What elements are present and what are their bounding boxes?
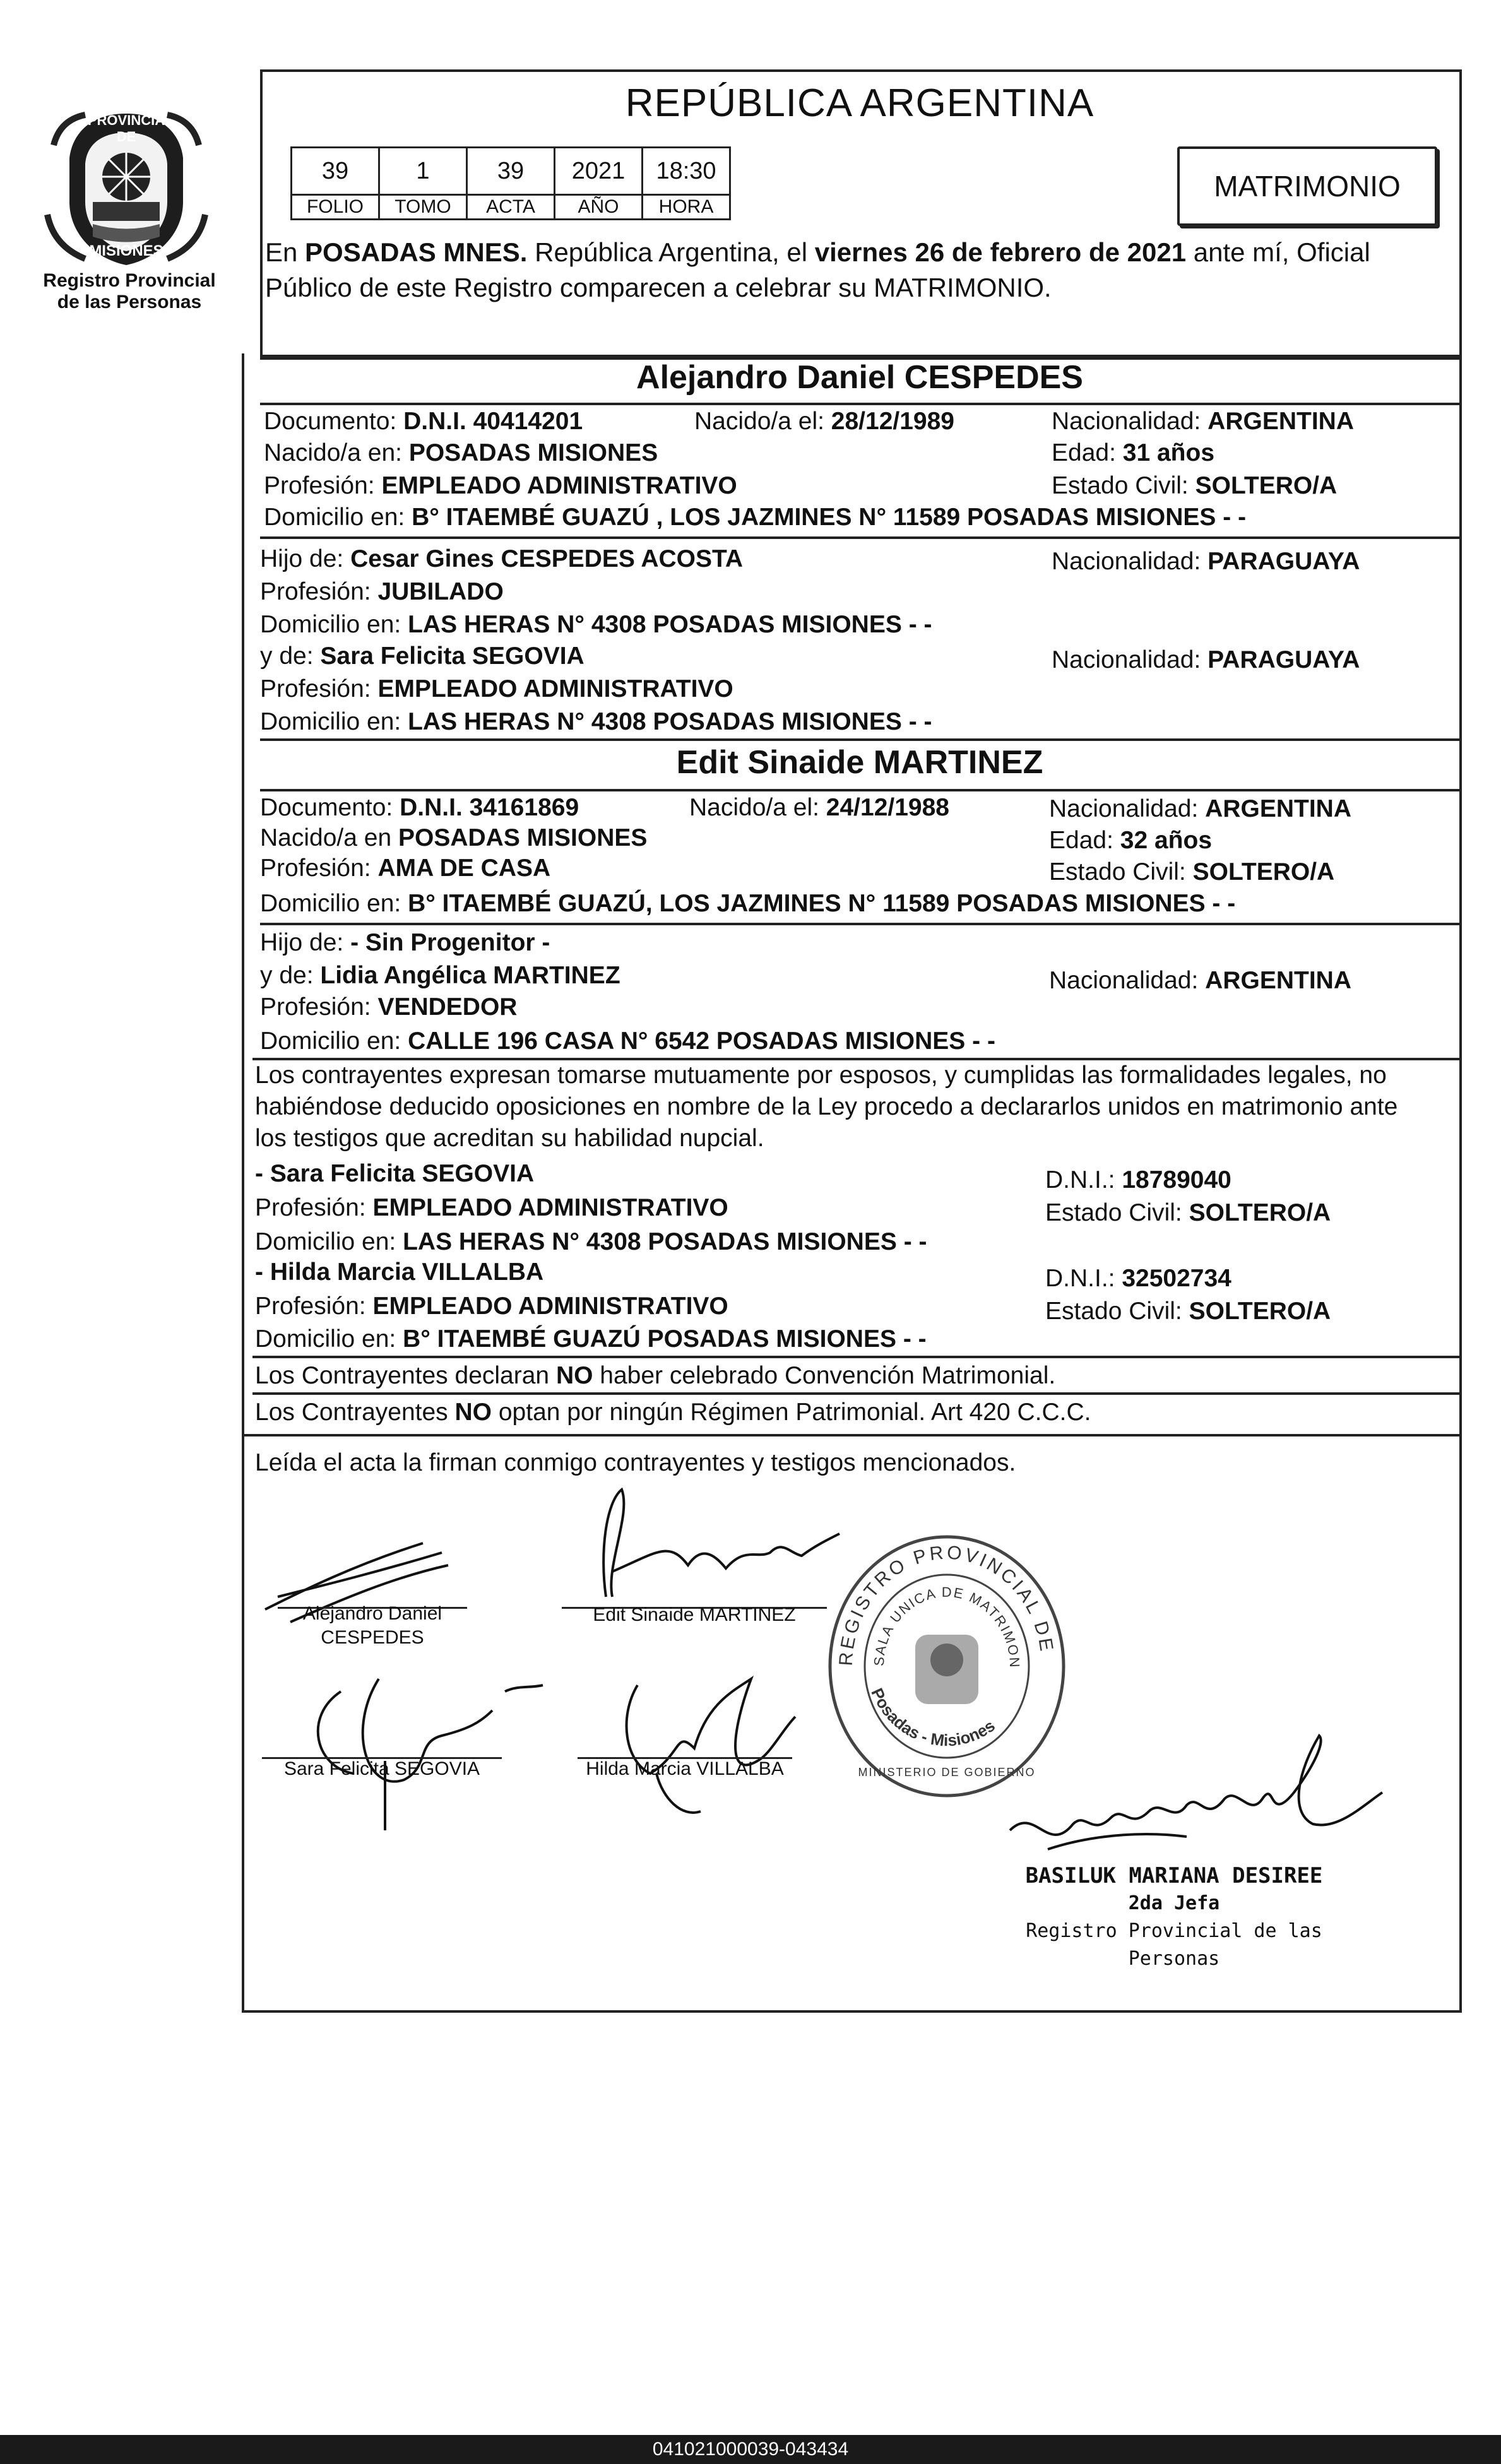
signature-segovia <box>278 1666 593 1843</box>
lectura-line: Leída el acta la firman conmigo contrayentes y testigos mencionados. <box>255 1449 1016 1476</box>
c1-padre-nacionalidad: Nacionalidad: PARAGUAYA <box>1052 548 1360 575</box>
logo-caption-line1: Registro Provincial <box>43 270 216 291</box>
intro-p3: ante mí, Oficial <box>1186 237 1370 267</box>
acta-value: 39 <box>467 148 555 195</box>
declaracion-line2: habiéndose deducido oposiciones en nombre de la Ley procedo a declararlos unidos en matrimonio ante <box>255 1093 1398 1120</box>
divider <box>252 1356 1459 1358</box>
t1-estado: Estado Civil: SOLTERO/A <box>1045 1199 1331 1226</box>
logo-caption-line2: de las Personas <box>57 292 202 312</box>
intro-text <box>265 235 1458 305</box>
c2-padre: Hijo de: - Sin Progenitor - <box>260 929 550 956</box>
c2-nacido-en: Nacido/a en POSADAS MISIONES <box>260 824 648 851</box>
logo-arc-text: PROVINCIA DE <box>87 112 165 145</box>
c2-madre: y de: Lidia Angélica MARTINEZ <box>260 962 620 989</box>
c1-documento: Documento: D.N.I. 40414201 <box>264 408 583 435</box>
divider <box>242 1434 1459 1436</box>
c2-estado-civil: Estado Civil: SOLTERO/A <box>1049 858 1335 886</box>
t2-dni: D.N.I.: 32502734 <box>1045 1265 1231 1292</box>
divider <box>260 738 1459 741</box>
document-code: 041021000039-043434 <box>0 2435 1501 2464</box>
t2-nombre: - Hilda Marcia VILLALBA <box>255 1259 544 1286</box>
registry-table <box>290 146 731 220</box>
t2-estado: Estado Civil: SOLTERO/A <box>1045 1298 1331 1325</box>
official-registry: Registro Provincial de las Personas <box>1026 1920 1322 1970</box>
c1-madre-profesion: Profesión: EMPLEADO ADMINISTRATIVO <box>260 675 733 702</box>
convencion-line: Los Contrayentes declaran NO haber celebrado Convención Matrimonial. <box>255 1362 1056 1389</box>
c2-nacionalidad: Nacionalidad: ARGENTINA <box>1049 795 1352 822</box>
c1-madre-nacionalidad: Nacionalidad: PARAGUAYA <box>1052 646 1360 673</box>
c1-nacido-el: Nacido/a el: 28/12/1989 <box>694 408 954 435</box>
divider <box>260 536 1459 539</box>
intro-p1: En <box>265 237 306 267</box>
intro-line2: Público de este Registro comparecen a celebrar su MATRIMONIO. <box>265 273 1052 302</box>
act-type-box: MATRIMONIO <box>1177 146 1437 226</box>
stamp-inner-text: SALA UNICA DE MATRIMON <box>870 1584 1023 1669</box>
stamp-ministerio-text: MINISTERIO DE GOBIERNO <box>858 1766 1036 1779</box>
signature-villalba <box>606 1666 808 1830</box>
c1-padre-domicilio: Domicilio en: LAS HERAS N° 4308 POSADAS MISIONES - - <box>260 611 932 638</box>
folio-label: FOLIO <box>292 195 379 220</box>
hora-label: HORA <box>643 195 730 220</box>
t2-profesion: Profesión: EMPLEADO ADMINISTRATIVO <box>255 1293 728 1320</box>
c1-estado-civil: Estado Civil: SOLTERO/A <box>1052 472 1338 499</box>
official-name: BASILUK MARIANA DESIREE <box>1025 1863 1323 1888</box>
c1-madre-domicilio: Domicilio en: LAS HERAS N° 4308 POSADAS MISIONES - - <box>260 708 932 735</box>
intro-lugar: POSADAS MNES. <box>305 237 528 267</box>
c2-domicilio: Domicilio en: B° ITAEMBÉ GUAZÚ, LOS JAZMINES N° 11589 POSADAS MISIONES - - <box>260 890 1236 917</box>
logo-caption <box>25 270 234 313</box>
t1-domicilio: Domicilio en: LAS HERAS N° 4308 POSADAS MISIONES - - <box>255 1228 927 1255</box>
t1-profesion: Profesión: EMPLEADO ADMINISTRATIVO <box>255 1194 728 1221</box>
c2-madre-nacionalidad: Nacionalidad: ARGENTINA <box>1049 967 1352 994</box>
signature-label-martinez: Edit Sinaide MARTINEZ <box>593 1604 796 1625</box>
declaracion-line1: Los contrayentes expresan tomarse mutuamente por esposos, y cumplidas las formalidades legales, no <box>255 1062 1387 1089</box>
c1-nacido-en: Nacido/a en: POSADAS MISIONES <box>264 439 658 466</box>
contrayente2-name: Edit Sinaide MARTINEZ <box>676 744 1043 781</box>
c1-madre: y de: Sara Felicita SEGOVIA <box>260 643 584 670</box>
c1-edad: Edad: 31 años <box>1052 439 1215 466</box>
page-title: REPÚBLICA ARGENTINA <box>625 81 1095 125</box>
c1-profesion: Profesión: EMPLEADO ADMINISTRATIVO <box>264 472 737 499</box>
c2-documento: Documento: D.N.I. 34161869 <box>260 794 579 821</box>
tomo-value: 1 <box>379 148 467 195</box>
folio-value: 39 <box>292 148 379 195</box>
t1-nombre: - Sara Felicita SEGOVIA <box>255 1160 535 1187</box>
regimen-line: Los Contrayentes NO optan por ningún Régimen Patrimonial. Art 420 C.C.C. <box>255 1399 1091 1426</box>
c1-nacionalidad: Nacionalidad: ARGENTINA <box>1052 408 1355 435</box>
acta-label: ACTA <box>467 195 555 220</box>
anio-value: 2021 <box>555 148 643 195</box>
signature-label-segovia: Sara Felicita SEGOVIA <box>283 1758 480 1779</box>
signature-label-villalba: Hilda Marcia VILLALBA <box>586 1758 784 1779</box>
official-block <box>1010 1862 1338 1973</box>
signature-official <box>997 1729 1401 1881</box>
declaracion-line3: los testigos que acreditan su habilidad nupcial. <box>255 1125 764 1152</box>
c1-domicilio: Domicilio en: B° ITAEMBÉ GUAZÚ , LOS JAZMINES N° 11589 POSADAS MISIONES - - <box>264 504 1247 531</box>
divider <box>252 1392 1459 1395</box>
contrayente1-name: Alejandro Daniel CESPEDES <box>636 359 1083 396</box>
tomo-label: TOMO <box>379 195 467 220</box>
divider <box>260 355 1459 357</box>
divider <box>260 403 1459 405</box>
hora-value: 18:30 <box>643 148 730 195</box>
c1-padre: Hijo de: Cesar Gines CESPEDES ACOSTA <box>260 545 744 572</box>
t1-dni: D.N.I.: 18789040 <box>1045 1166 1231 1194</box>
intro-fecha: viernes 26 de febrero de 2021 <box>814 237 1187 267</box>
t2-domicilio: Domicilio en: B° ITAEMBÉ GUAZÚ POSADAS MISIONES - - <box>255 1325 927 1353</box>
c2-edad: Edad: 32 años <box>1049 827 1213 854</box>
c2-profesion: Profesión: AMA DE CASA <box>260 855 551 882</box>
stamp-outer-text: REGISTRO PROVINCIAL DE <box>835 1542 1058 1667</box>
c2-madre-domicilio: Domicilio en: CALLE 196 CASA N° 6542 POSADAS MISIONES - - <box>260 1028 995 1055</box>
official-role: 2da Jefa <box>1128 1892 1220 1914</box>
c2-nacido-el: Nacido/a el: 24/12/1988 <box>689 794 949 821</box>
c2-madre-profesion: Profesión: VENDEDOR <box>260 993 518 1021</box>
logo-bottom-text: MISIONES <box>89 242 163 259</box>
signature-label-cespedes: Alejandro Daniel CESPEDES <box>302 1603 442 1648</box>
divider <box>260 789 1459 791</box>
anio-label: AÑO <box>555 195 643 220</box>
stamp-bottom-text: Posadas - Misiones <box>867 1685 999 1750</box>
c1-padre-profesion: Profesión: JUBILADO <box>260 578 504 605</box>
divider <box>260 923 1459 925</box>
intro-p2: República Argentina, el <box>527 237 815 267</box>
